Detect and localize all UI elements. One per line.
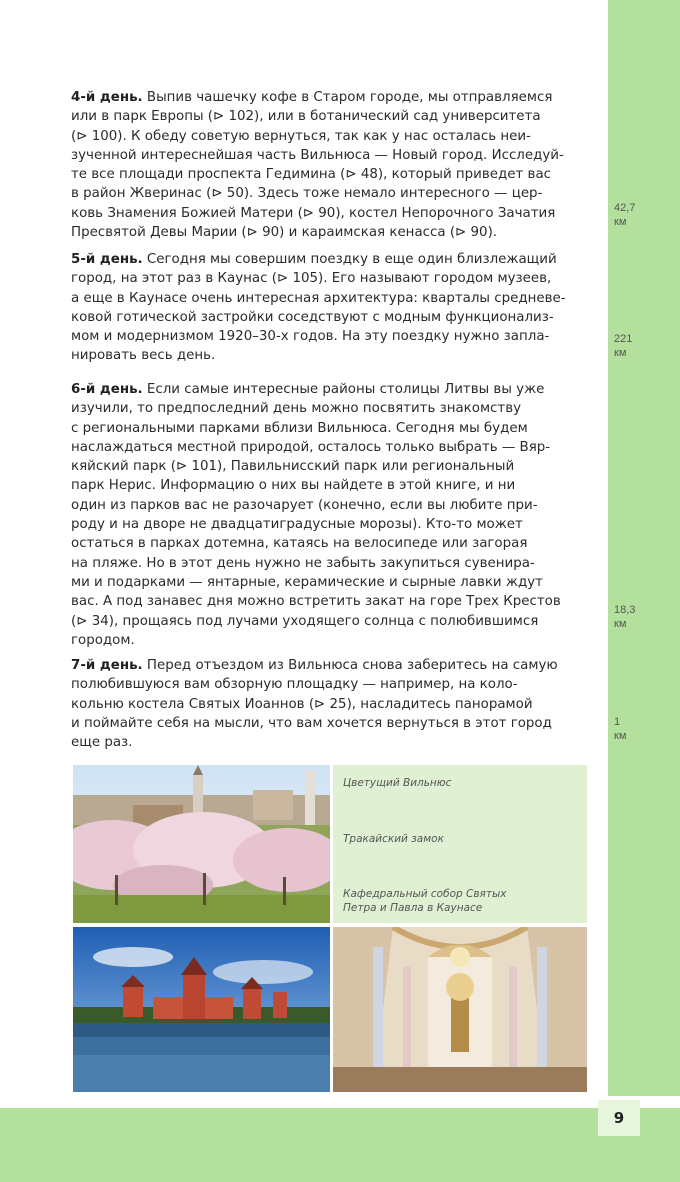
- bottom-band: [0, 1108, 680, 1182]
- caption-trakai-castle: Тракайский замок: [343, 833, 444, 845]
- day-6-paragraph: 6-й день. Если самые интересные районы столицы Литвы вы уже изучили, то предпоследний день можно посвятить знакомству с региональными парками вблизи Вильнюса. Сегодня мы будем наслаждаться местной природой, осталось только выбрать — Вяр- кяйский парк (⊳ 101), Павильнисский парк или региональный парк Нерис. Информацию о них вы найдете в этой книге, и ни один из парков вас не разочарует (конечно, если вы любите при- роду и на дворе не двадцатиградусные морозы). Кто-то может остаться в парках дотемна, катаясь на велосипеде или загорая на пляже. Но в этот день нужно не забыть закупиться сувенира- ми и подарками — янтарные, керамические и сырные лавки ждут вас. А под занавес дня можно встретить закат на горе Трех Крестов (⊳ 34), прощаясь под лучами уходящего солнца с полюбившимся городом.: [71, 382, 561, 648]
- day-heading: 4-й день.: [71, 90, 143, 105]
- caption-kaunas-cathedral: Кафедральный собор Святых Петра и Павла в Каунасе: [343, 888, 507, 914]
- photo-trakai-castle: [73, 927, 330, 1092]
- sidebar-strip: [608, 0, 680, 1100]
- distance-marker: 221 км: [614, 333, 633, 359]
- distance-marker: 1 км: [614, 716, 627, 742]
- page-number: 9: [598, 1100, 640, 1136]
- day-heading: 5-й день.: [71, 252, 143, 267]
- day-heading: 6-й день.: [71, 382, 143, 397]
- caption-blooming-vilnius: Цветущий Вильнюс: [343, 777, 452, 789]
- day-5-paragraph: 5-й день. Сегодня мы совершим поездку в еще один близлежащий город, на этот раз в Каунас (⊳ 105). Его называют городом музеев, а еще в Каунасе очень интересная архитектура: кварталы средневе- ковой готической застройки соседствуют с модным функционализ- мом и модернизмом 1920–30-х годов. На эту поездку нужно запла- нировать весь день.: [71, 252, 566, 364]
- day-4-paragraph: 4-й день. Выпив чашечку кофе в Старом городе, мы отправляемся или в парк Европы (⊳ 102), или в ботанический сад университета (⊳ 100). К обеду советую вернуться, так как у нас осталась неи- зученной интереснейшая часть Вильнюса — Новый город. Исследуй- те все площади проспекта Гедимина (⊳ 48), который приведет вас в район Жверинас (⊳ 50). Здесь тоже немало интересного — цер- ковь Знамения Божией Матери (⊳ 90), костел Непорочного Зачатия Пресвятой Девы Марии (⊳ 90) и караимская кенасса (⊳ 90).: [71, 90, 564, 241]
- photo-kaunas-cathedral: [333, 927, 587, 1092]
- day-heading: 7-й день.: [71, 658, 143, 673]
- photo-blooming-vilnius: [73, 765, 330, 923]
- distance-marker: 42,7 км: [614, 202, 636, 228]
- day-7-paragraph: 7-й день. Перед отъездом из Вильнюса снова заберитесь на самую полюбившуюся вам обзорную площадку — например, на коло- кольню костела Святых Иоаннов (⊳ 25), насладитесь панорамой и поймайте себя на мысли, что вам хочется вернуться в этот город еще раз.: [71, 658, 558, 751]
- distance-marker: 18,3 км: [614, 604, 636, 630]
